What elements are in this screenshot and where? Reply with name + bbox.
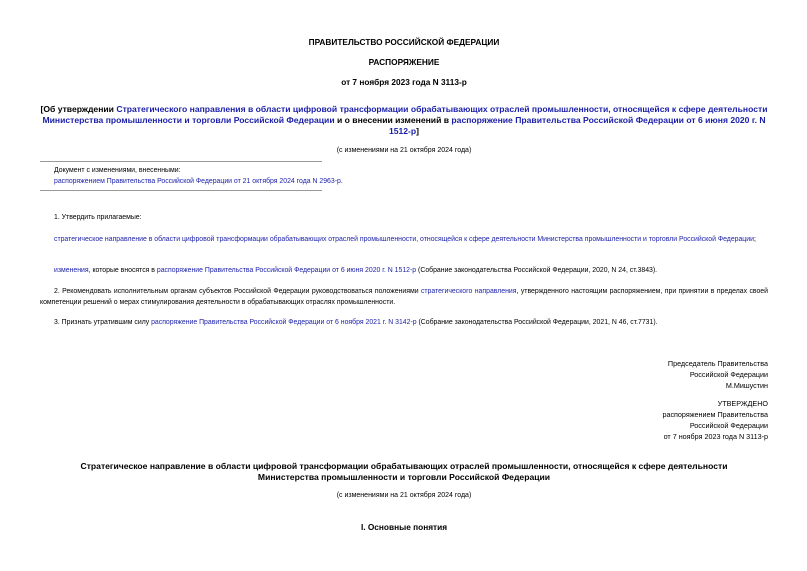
title-link-order-1512[interactable]: распоряжение Правительства Российской Федерации от 6 июня 2020 г. N 1512-р xyxy=(388,115,766,137)
paragraph-3-suffix: (Собрание законодательства Российской Федерации, 2020, N 24, ст.3843). xyxy=(416,267,658,274)
paragraph-4-link-strategic-direction[interactable]: стратегического направления xyxy=(420,288,517,295)
paragraph-1: 1. Утвердить прилагаемые: xyxy=(54,214,142,221)
paragraph-3-link-changes[interactable]: изменения xyxy=(54,267,89,274)
government-name: ПРАВИТЕЛЬСТВО РОССИЙСКОЙ ФЕДЕРАЦИИ xyxy=(308,37,500,47)
amendments-bottom-rule xyxy=(40,190,322,191)
approval-line-3: Российской Федерации xyxy=(689,421,768,430)
signature-position: Председатель Правительства xyxy=(667,359,768,368)
paragraph-2-suffix: ; xyxy=(753,236,756,243)
paragraph-5-post: (Собрание законодательства Российской Федерации, 2021, N 46, ст.7731). xyxy=(416,319,658,326)
amendments-reference xyxy=(54,176,343,187)
paragraph-5-pre: 3. Признать утратившим силу xyxy=(54,319,152,326)
paragraph-2 xyxy=(40,235,768,246)
paragraph-5 xyxy=(54,318,768,329)
approval-line-2: распоряжением Правительства xyxy=(662,410,768,419)
paragraph-3-mid: , которые вносятся в xyxy=(88,267,157,274)
amendments-heading: Документ с изменениями, внесенными: xyxy=(54,167,181,174)
title-close: ] xyxy=(416,126,420,137)
paragraph-4-post: , утвержденного настоящим распоряжением, при принятии в пределах своей компетенции решений о мерах стимулирования деятельности в обрабатывающих отраслях промышленности. xyxy=(40,288,768,306)
paragraph-5-link-order-3142[interactable]: распоряжение Правительства Российской Федерации от 6 ноября 2021 г. N 3142-р xyxy=(151,319,417,326)
paragraph-3-link-order-1512[interactable]: распоряжение Правительства Российской Федерации от 6 июня 2020 г. N 1512-р xyxy=(156,267,417,274)
amendments-suffix: . xyxy=(340,178,343,185)
document-type: РАСПОРЯЖЕНИЕ xyxy=(368,57,440,67)
signature-name: М.Мишустин xyxy=(725,381,768,390)
approval-block xyxy=(662,398,768,442)
approval-heading: УТВЕРЖДЕНО xyxy=(717,399,768,408)
title-open: [Об утверждении xyxy=(40,104,117,114)
title-link-strategic-direction[interactable]: Стратегического направления в области цифровой трансформации обрабатывающих отраслей промышленности, относящейся к сфере деятельности Министерства промышленности и торговли Российской Федерации xyxy=(42,104,768,126)
paragraph-3 xyxy=(54,266,768,277)
document-date-number: от 7 ноября 2023 года N 3113-р xyxy=(341,77,467,87)
document-title xyxy=(40,104,768,138)
annex-revision-note: (с изменениями на 21 октября 2024 года) xyxy=(336,492,472,499)
amendments-top-rule xyxy=(40,161,322,162)
amendments-link-order-2963[interactable]: распоряжением Правительства Российской Федерации от 21 октября 2024 года N 2963-р xyxy=(54,178,341,185)
paragraph-4-pre: 2. Рекомендовать исполнительным органам субъектов Российской Федерации руководствоваться положениями xyxy=(54,288,421,295)
signature-block xyxy=(668,358,768,391)
paragraph-4 xyxy=(40,287,768,308)
section-title: I. Основные понятия xyxy=(360,522,448,532)
signature-country: Российской Федерации xyxy=(689,370,768,379)
paragraph-2-link-strategic-direction[interactable]: стратегическое направление в области цифровой трансформации обрабатывающих отраслей промышленности, относящейся к сфере деятельности Министерства промышленности и торговли Российской Федерации xyxy=(54,236,754,243)
approval-date-number: от 7 ноября 2023 года N 3113-р xyxy=(663,432,768,441)
revision-note: (с изменениями на 21 октября 2024 года) xyxy=(336,147,472,154)
title-middle: и о внесении изменений в xyxy=(334,115,452,126)
annex-title: Стратегическое направление в области цифровой трансформации обрабатывающих отраслей промышленности, относящейся к сфере деятельности Министерства промышленности и торговли Российской Федерации xyxy=(80,461,728,483)
